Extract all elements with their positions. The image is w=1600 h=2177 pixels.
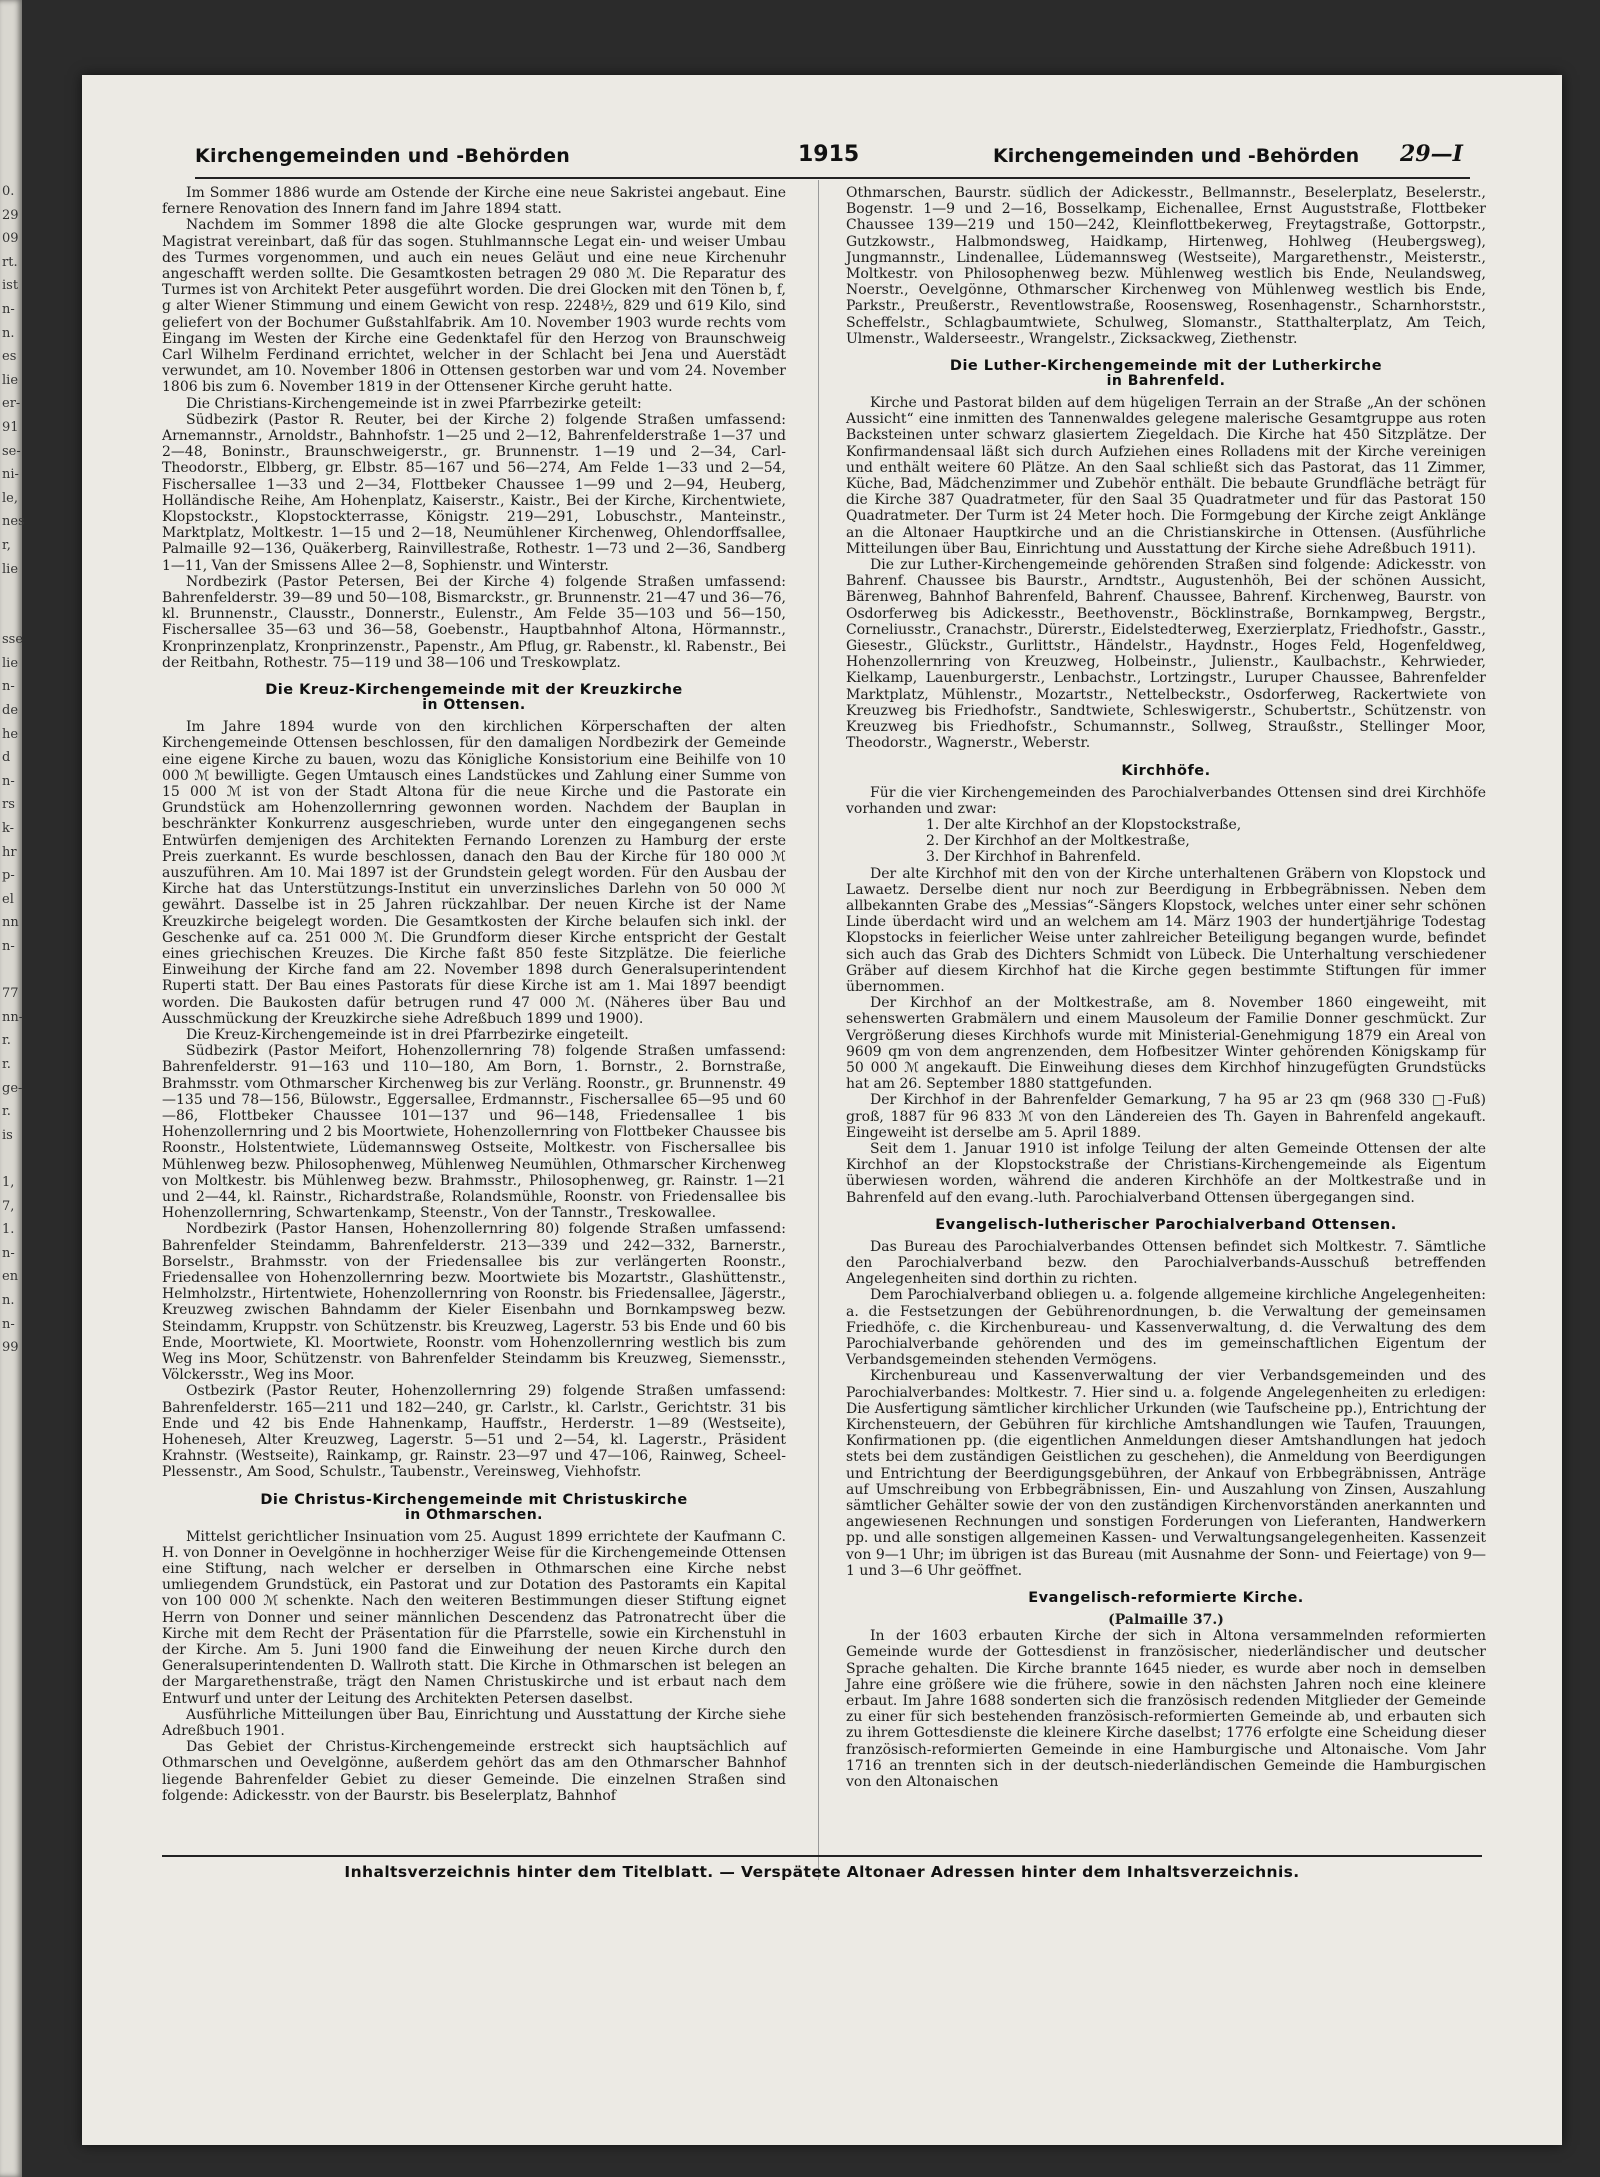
paragraph: Dem Parochialverband obliegen u. a. folgende allgemeine kirchliche Angelegenheiten: a. die Festsetzungen der Gebührenordnungen, b. die Verwaltung der gemeinsamen Friedhöfe, c. die Kirchenbureau- und Kassenverwaltung, d. die Verwaltung des dem Parochialverbande gehörenden und des im gemeinschaftlichen Eigentum der Verbandsgemeinden stehenden Vermögens.: [846, 1287, 1486, 1369]
paragraph: Im Jahre 1894 wurde von den kirchlichen Körperschaften der alten Kirchengemeinde Ottensen beschlossen, für den damaligen Nordbezirk der Gemeinde eine eigene Kirche zu bauen, wozu das Königliche Konsistorium eine Beihilfe von 10 000 ℳ bewilligte. Gegen Umtausch eines Landstückes und Zahlung einer Summe von 15 000 ℳ ist von der Stadt Altona für die neue Kirche und die Pastorate ein Grundstück am Hohenzollernring gewonnen worden. Nachdem der Bauplan in beschränkter Konkurrenz ausgeschrieben, wurde unter den eingegangenen sechs Entwürfen demjenigen des Architekten Fernando Lorenzen zu Hamburg der erste Preis zuerkannt. Es wurde beschlossen, danach den Bau der Kirche für 180 000 ℳ auszuführen. Am 10. Mai 1897 ist der Grundstein gelegt worden. Für den Ausbau der Kirche hat das Unterstützungs-Institut ein unverzinsliches Darlehn von 50 000 ℳ gewährt. Dasselbe ist in 25 Jahren rückzahlbar. Der neuen Kirche ist der Name Kreuzkirche beigelegt worden. Die Gesamtkosten der Kirche belaufen sich inkl. der Geschenke auf ca. 251 000 ℳ. Die Grundform dieser Kirche entspricht der Gestalt eines griechischen Kreuzes. Die Kirche faßt 850 feste Sitzplätze. Die feierliche Einweihung der Kirche fand am 22. November 1898 durch Generalsuperintendent Ruperti statt. Der Bau eines Pastorats für diese Kirche ist am 1. Mai 1897 beendigt worden. Die Baukosten dafür betrugen rund 47 000 ℳ. (Näheres über Bau und Ausschmückung der Kreuzkirche siehe Adreßbuch 1899 und 1900).: [162, 719, 786, 1027]
heading-line: Kirchhöfe.: [1121, 762, 1211, 779]
section-heading-reformiert: [846, 1591, 1486, 1606]
heading-line: Die Christus-Kirchengemeinde mit Christuskirche: [260, 1491, 688, 1508]
heading-line: Evangelisch-reformierte Kirche.: [1028, 1590, 1304, 1607]
paragraph: Südbezirk (Pastor R. Reuter, bei der Kirche 2) folgende Straßen umfassend: Arnemannstr., Arnoldstr., Bahnhofstr. 1—25 und 2—12, Bahrenfelderstraße 1—37 und 2—48, Boninstr., Braunschweigerstr., gr. Brunnenstr. 1—19 und 2—34, Carl-Theodorstr., Elbberg, gr. Elbstr. 85—167 und 56—274, Am Felde 1—33 und 2—54, Fischersallee 1—33 und 2—34, Flottbeker Chaussee 1—99 und 2—94, Heuberg, Holländische Reihe, Am Hohenplatz, Kaiserstr., Kaistr., Bei der Kirche, Kirchentwiete, Klopstockstr., Klopstockterrasse, Königstr. 219—291, Lobuschstr., Manteinstr., Marktplatz, Moltkestr. 1—15 und 2—18, Neumühlener Kirchenweg, Ohlendorffsallee, Palmaille 92—136, Quäkerberg, Rainvillestraße, Rothestr. 1—73 und 2—36, Sandberg 1—11, Van der Smissens Allee 2—8, Sophienstr. und Winterstr.: [162, 411, 786, 574]
right-column: [846, 185, 1486, 1790]
paragraph: Nordbezirk (Pastor Hansen, Hohenzollernring 80) folgende Straßen umfassend: Bahrenfelder Steindamm, Bahrenfelderstr. 213—339 und 242—332, Barnerstr., Borselstr., Brahmsstr. von der Friedensallee bis zur verlängerten Roonstr., Friedensallee von Hohenzollernring bezw. Moortwiete bis Mozartstr., Glashüttenstr., Helmholzstr., Hirtentwiete, Hohenzollernring von Roonstr. bis Friedensallee, Jägerstr., Kreuzweg zwischen Bahndamm der Kieler Eisenbahn und Bornkampsweg bezw. Steindamm, Kruppstr. von Schützenstr. bis Kreuzweg, Lagerstr. 53 bis Ende und 60 bis Ende, Moortwiete, Kl. Moortwiete, Roonstr. vom Hohenzollernring westlich bis zum Weg ins Moor, Schützenstr. von Bahrenfelder Steindamm bis Kreuzweg, Siemensstr., Völckersstr., Weg ins Moor.: [162, 1221, 786, 1384]
paragraph: Im Sommer 1886 wurde am Ostende der Kirche eine neue Sakristei angebaut. Eine fernere Renovation des Innern fand im Jahre 1894 statt.: [162, 185, 786, 218]
list-item: 3. Der Kirchhof in Bahrenfeld.: [926, 849, 1141, 866]
heading-subline: in Ottensen.: [422, 697, 526, 714]
page-header: [195, 137, 1470, 179]
section-subtitle: (Palmaille 37.): [1108, 1612, 1224, 1629]
paragraph: Die Christians-Kirchengemeinde ist in zwei Pfarrbezirke geteilt:: [186, 395, 642, 412]
heading-subline: in Bahrenfeld.: [1106, 373, 1226, 390]
paragraph: Südbezirk (Pastor Meifort, Hohenzollernring 78) folgende Straßen umfassend: Bahrenfelderstr. 91—163 und 110—180, Am Born, 1. Bornstr., 2. Bornstraße, Brahmsstr. vom Othmarscher Kirchenweg bis zur Verläng. Roonstr., gr. Brunnenstr. 49—135 und 78—156, Bülowstr., Eggersallee, Erdmannstr., Fischersallee 65—95 und 60—86, Flottbeker Chaussee 101—137 und 96—148, Friedensallee 1 bis Hohenzollernring und 2 bis Moortwiete, Hohenzollernring von Flottbeker Chaussee bis Roonstr., Holstentwiete, Lüdemannsweg Ostseite, Moltkestr. von Fischersallee bis Mühlenweg bezw. Philosophenweg, Mühlenweg Neumühlen, Othmarscher Kirchenweg von Moltkestr. bis Mühlenweg bezw. Brahmsstr., Philosophenweg, gr. Rainstr. 1—21 und 2—44, kl. Rainstr., Richardstraße, Rolandsmühle, Roonstr. von Friedensallee bis Hohenzollernring, Schwartenkamp, Steenstr., Von der Tannstr., Treskowallee.: [162, 1043, 786, 1222]
heading-line: Die Kreuz-Kirchengemeinde mit der Kreuzkirche: [265, 682, 683, 699]
header-right-title: Kirchengemeinden und -Behörden: [993, 145, 1360, 167]
section-heading-kreuz: [162, 683, 786, 713]
paragraph: Ostbezirk (Pastor Reuter, Hohenzollernring 29) folgende Straßen umfassend: Bahrenfelderstr. 165—211 und 182—240, gr. Carlstr., kl. Carlstr., Gerichtstr. 31 bis Ende und 42 bis Ende Hahnenkamp, Hauffstr., Herderstr. 1—89 (Westseite), Hoheneseh, Alter Kreuzweg, Lagerstr. 5—51 und 2—54, kl. Lagerstr., Präsident Krahnstr. (Westseite), Rainkamp, gr. Rainstr. 23—97 und 47—106, Rainweg, Scheel-Plessenstr., Am Sood, Schulstr., Taubenstr., Vereinsweg, Viehhofstr.: [162, 1383, 786, 1481]
paragraph: Nachdem im Sommer 1898 die alte Glocke gesprungen war, wurde mit dem Magistrat vereinbart, daß für das sogen. Stuhlmannsche Legat ein- und weiser Umbau des Turmes vorgenommen, und auch ein neues Geläut und eine neue Kirchenuhr angeschafft werden sollte. Die Gesamtkosten betragen 29 080 ℳ. Die Reparatur des Turmes ist von Architekt Peter ausgeführt worden. Die drei Glocken mit den Tönen b, f, g alter Wiener Stimmung und einem Gewicht von resp. 2248½, 829 und 619 Kilo, sind geliefert von der Bochumer Gußstahlfabrik. Am 10. November 1903 wurde rechts vom Eingang im Westen der Kirche eine Gedenktafel für den Herzog von Braunschweig Carl Wilhelm Ferdinand errichtet, welcher in der Schlacht bei Jena und Auerstädt verwundet, am 10. November 1806 in Ottensen gestorben war und vom 24. November 1806 bis zum 6. November 1819 in der Ottensener Kirche geruht hatte.: [162, 217, 786, 396]
paragraph: Othmarschen, Baurstr. südlich der Adickesstr., Bellmannstr., Beselerplatz, Beselerstr., Bogenstr. 1—9 und 2—16, Bosselkamp, Eichenallee, Ernst Auguststraße, Flottbeker Chaussee 139—219 und 150—242, Kleinflottbekerweg, Freytagstraße, Gottorpstr., Gutzkowstr., Halbmondsweg, Haidkamp, Hirtenweg, Hohlweg (Heubergsweg), Jungmannstr., Lindenallee, Lüdemannsweg (Westseite), Margarethenstr., Meisterstr., Moltkestr. von Philosophenweg bezw. Mühlenweg westlich bis Ende, Neulandsweg, Noerstr., Oevelgönne, Othmarscher Kirchenweg von Mühlenweg westlich bis Ende, Parkstr., Preußerstr., Reventlowstraße, Roosensweg, Rosenhagenstr., Scharnhorststr., Scheffelstr., Schlagbaumtwiete, Schulweg, Slomanstr., Statthalterplatz, Am Teich, Ulmenstr., Walderseestr., Wrangelstr., Zicksackweg, Ziethenstr.: [846, 185, 1486, 347]
paragraph: Ausführliche Mitteilungen über Bau, Einrichtung und Ausstattung der Kirche siehe Adreßbuch 1901.: [162, 1706, 786, 1740]
paragraph: Die zur Luther-Kirchengemeinde gehörenden Straßen sind folgende: Adickesstr. von Bahrenf. Chaussee bis Baurstr., Arndtstr., Augustenhöh, Bei der schönen Aussicht, Bärenweg, Bahnhof Bahrenfeld, Bahrenf. Chaussee, Bahrenf. Kirchenweg, Baurstr. von Osdorferweg bis Adickesstr., Beethovenstr., Böcklinstraße, Bornkampweg, Bergstr., Corneliusstr., Cranachstr., Dürerstr., Eidelstedterweg, Exerzierplatz, Friedhofstr., Gasstr., Giesestr., Glückstr., Gurlittstr., Händelstr., Haydnstr., Hoges Feld, Hogenfeldweg, Hohenzollernring von Kreuzweg, Holbeinstr., Julienstr., Kaulbachstr., Kehrwieder, Kielkamp, Lauenburgerstr., Lenbachstr., Lortzingstr., Luruper Chaussee, Bahrenfelder Marktplatz, Mühlenstr., Mozartstr., Nettelbeckstr., Osdorferweg, Rackertwiete von Kreuzweg bis Friedhofstr., Sandtwiete, Schleswigerstr., Schubertstr., Schützenstr. von Kreuzweg bis Friedhofstr., Schumannstr., Sollweg, Straußstr., Stellinger Moor, Theodorstr., Wagnerstr., Weberstr.: [846, 557, 1486, 752]
section-heading-christus: [162, 1493, 786, 1523]
paragraph: Nordbezirk (Pastor Petersen, Bei der Kirche 4) folgende Straßen umfassend: Bahrenfelderstr. 39—89 und 50—108, Bismarckstr., gr. Brunnenstr. 21—47 und 36—76, kl. Brunnenstr., Clausstr., Donnerstr., Eulenstr., Am Felde 35—103 und 56—150, Fischersallee 35—63 und 36—58, Goebenstr., Hauptbahnhof Altona, Hörmannstr., Kronprinzenplatz, Kronprinzenstr., Papenstr., Am Pflug, gr. Rabenstr., kl. Rabenstr., Bei der Reitbahn, Rothestr. 75—119 und 38—106 und Treskowplatz.: [162, 573, 786, 671]
section-heading-parochialverband: [846, 1218, 1486, 1233]
section-heading-luther: [846, 359, 1486, 389]
paragraph: Für die vier Kirchengemeinden des Parochialverbandes Ottensen sind drei Kirchhöfe vorhanden und zwar:: [846, 784, 1486, 817]
paragraph: Das Gebiet der Christus-Kirchengemeinde erstreckt sich hauptsächlich auf Othmarschen und Oevelgönne, außerdem gehört das am den Othmarscher Bahnhof liegende Bahrenfelder Gebiet zu dieser Gemeinde. Die einzelnen Straßen sind folgende: Adickesstr. von der Baurstr. bis Beselerplatz, Bahnhof: [162, 1739, 786, 1804]
paragraph: Kirchenbureau und Kassenverwaltung der vier Verbandsgemeinden und des Parochialverbandes: Moltkestr. 7. Hier sind u. a. folgende Angelegenheiten zu erledigen: Die Ausfertigung sämtlicher kirchlicher Urkunden (wie Taufscheine pp.), Entrichtung der Kirchensteuern, der Gebühren für kirchliche Amtshandlungen wie Taufen, Trauungen, Konfirmationen pp. (die eigentlichen Anmeldungen dieser Amtshandlungen hat jedoch stets bei dem zuständigen Geistlichen zu geschehen), die Anmeldung von Beerdigungen und Entrichtung der Beerdigungsgebühren, der Ankauf von Erbbegräbnissen, Anträge auf Umschreibung von Erbbegräbnissen, Ein- und Auszahlung von Zinsen, Auszahlung sämtlicher Gehälter sowie der von den zuständigen Kirchenvorständen anerkannten und angewiesenen Rechnungen und sonstigen Forderungen von Lieferanten, Handwerkern pp. und alle sonstigen allgemeinen Kassen- und Verwaltungsangelegenheiten. Kassenzeit von 9—1 Uhr; im übrigen ist das Bureau (mit Ausnahme der Sonn- und Feiertage) von 9—1 und 3—6 Uhr geöffnet.: [846, 1368, 1486, 1579]
list-item: 1. Der alte Kirchhof an der Klopstockstraße,: [926, 816, 1242, 833]
heading-subline: in Othmarschen.: [404, 1506, 544, 1523]
left-column: [162, 185, 786, 1804]
paragraph: Das Bureau des Parochialverbandes Ottensen befindet sich Moltkestr. 7. Sämtliche den Parochialverband bezw. den Parochialverbands-Ausschuß betreffenden Angelegenheiten sind dorthin zu richten.: [846, 1238, 1486, 1288]
section-heading-kirchhoefe: [846, 764, 1486, 779]
column-divider: [818, 180, 819, 1880]
heading-line: Evangelisch-lutherischer Parochialverband Ottensen.: [935, 1216, 1397, 1233]
paragraph: Der Kirchhof in der Bahrenfelder Gemarkung, 7 ha 95 ar 23 qm (968 330 □-Fuß) groß, 1887 für 96 833 ℳ von den Ländereien des Th. Gayen in Bahrenfeld angekauft. Eingeweiht ist derselbe am 5. April 1889.: [846, 1092, 1486, 1141]
paragraph: Der Kirchhof an der Moltkestraße, am 8. November 1860 eingeweiht, mit sehenswerten Grabmälern und einem Mausoleum der Familie Donner geschmückt. Zur Vergrößerung dieses Kirchhofs wurde mit Ministerial-Genehmigung 1879 ein Areal von 9609 qm von dem angrenzenden, dem Hofbesitzer Winter gehörenden Königskamp für 50 000 ℳ angekauft. Die Einweihung dieses dem Kirchhof hinzugefügten Grundstücks hat am 26. September 1880 stattgefunden.: [846, 995, 1486, 1093]
page-number: 29—I: [1400, 141, 1463, 167]
header-left-title: Kirchengemeinden und -Behörden: [195, 145, 571, 167]
header-year: 1915: [798, 142, 860, 167]
heading-line: Die Luther-Kirchengemeinde mit der Lutherkirche: [949, 358, 1383, 375]
previous-page-edge: [0, 0, 25, 2177]
paragraph: Der alte Kirchhof mit den von der Kirche unterhaltenen Gräbern von Klopstock und Lawaetz. Derselbe dient nur noch zur Beerdigung in Erbbegräbnissen. Neben dem allbekannten Grabe des „Messias“-Sängers Klopstock, welches unter einer sehr schönen Linde überdacht wird und an welchem am 14. März 1903 der hundertjährige Todestag Klopstocks in feierlicher Weise unter zahlreicher Beteiligung begangen wurde, befindet sich auch das Grab des Dichters Schmidt von Lübeck. Die Unterhaltung verschiedener Gräber auf diesem Kirchhof hat die Kirche gegen bestimmte Stiftungen für immer übernommen.: [846, 865, 1486, 995]
paragraph: Die Kreuz-Kirchengemeinde ist in drei Pfarrbezirke eingeteilt.: [186, 1026, 629, 1043]
margin-fragment: 0. 29 09 rt. ist n- n. es lie er- 91 se- ni- le, nes r, lie sse lie n- de he d n- rs k- hr p- el nn n- 77 nn- r. r. ge- r. is 1, 7, 1. n- en n. n- 99: [2, 184, 25, 1356]
paragraph: Mittelst gerichtlicher Insinuation vom 25. August 1899 errichtete der Kaufmann C. H. von Donner in Oevelgönne in hochherziger Weise für die Kirchengemeinde Ottensen eine Stiftung, nach welcher er derselben in Othmarschen eine Kirche nebst umliegendem Grundstück, ein Pastorat und zur Dotation des Pastoramts ein Kapital von 100 000 ℳ schenkte. Nach den weiteren Bestimmungen dieser Stiftung eignet Herrn von Donner und seiner männlichen Descendenz das Patronatrecht über die Kirche mit dem Recht der Präsentation für die Pfarrstelle, sowie ein Kirchenstuhl in der Kirche. Am 5. Juni 1900 fand die Einweihung der neuen Kirche durch den Generalsuperintendenten D. Wallroth statt. Die Kirche in Othmarschen ist belegen an der Margarethenstraße, trägt den Namen Christuskirche und ist erbaut nach dem Entwurf und unter der Leitung des Architekten Petersen daselbst.: [162, 1528, 786, 1707]
paragraph: Kirche und Pastorat bilden auf dem hügeligen Terrain an der Straße „An der schönen Aussicht“ eine inmitten des Tannenwaldes gelegene malerische Gesamtgruppe aus roten Backsteinen unter schwarz glasiertem Ziegeldach. Die Kirche hat 450 Sitzplätze. Der Konfirmandensaal läßt sich durch Aufziehen eines Rolladens mit der Kirche vereinigen und enthält weitere 60 Plätze. An den Saal schließt sich das Pastorat, das 11 Zimmer, Küche, Bad, Mädchenzimmer und Zubehör enthält. Die bebaute Grundfläche beträgt für die Kirche 387 Quadratmeter, für den Saal 35 Quadratmeter und für das Pastorat 150 Quadratmeter. Der Turm ist 24 Meter hoch. Die Formgebung der Kirche zeigt Anklänge an die Altonaer Hauptkirche und an die Christianskirche in Ottensen. (Ausführliche Mitteilungen über Bau, Einrichtung und Ausstattung der Kirche siehe Adreßbuch 1911).: [846, 395, 1486, 557]
paragraph: In der 1603 erbauten Kirche der sich in Altona versammelnden reformierten Gemeinde wurde der Gottesdienst in französischer, niederländischer und deutscher Sprache gehalten. Die Kirche brannte 1645 nieder, es wurde aber noch in demselben Jahre eine größere wie die frühere, sowie in den nächsten Jahren noch eine kleinere erbaut. Im Jahre 1688 sonderten sich die französisch redenden Mitglieder der Gemeinde zu einer für sich bestehenden französisch-reformierten Gemeinde ab, und erbauten sich zu ihrem Gottesdienste die kleinere Kirche daselbst; 1776 erfolgte eine Scheidung dieser französisch-reformierten Gemeinde in eine Hamburgische und Altonaische. Vom Jahr 1716 an trennten sich in der deutsch-niederländischen Gemeinde die Hamburgischen von den Altonaischen: [846, 1628, 1486, 1791]
list-item: 2. Der Kirchhof an der Moltkestraße,: [926, 833, 1190, 850]
paragraph: Seit dem 1. Januar 1910 ist infolge Teilung der alten Gemeinde Ottensen der alte Kirchhof an der Klopstockstraße der Christians-Kirchengemeinde als Eigentum überwiesen worden, während die anderen Kirchhöfe an der Moltkestraße und in Bahrenfeld auf den evang.-luth. Parochialverband Ottensen übergegangen sind.: [846, 1140, 1486, 1206]
page-footer: Inhaltsverzeichnis hinter dem Titelblatt. — Verspätete Altonaer Adressen hinter dem Inhaltsverzeichnis.: [162, 1855, 1482, 1881]
